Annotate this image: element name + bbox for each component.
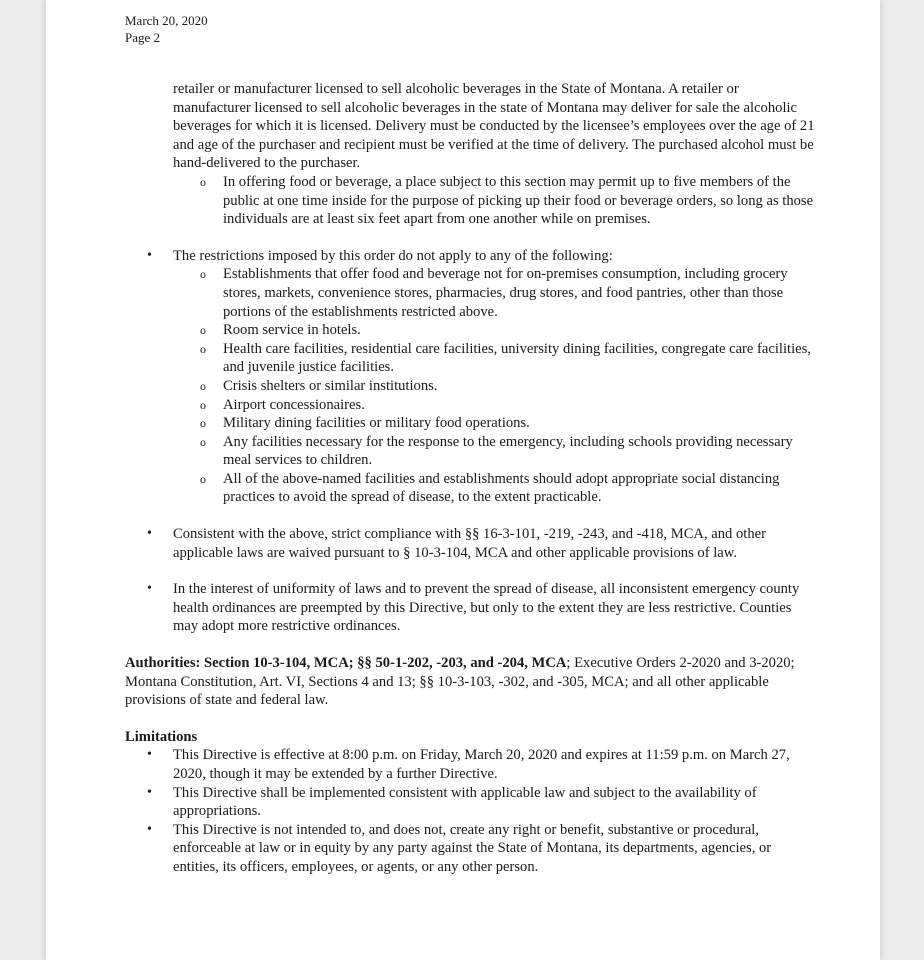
restriction-item: All of the above-named facilities and establishments should adopt appropriate social distancing practices to avoid the spread of disease, to the extent practicable. (223, 470, 780, 506)
limitations-list (125, 746, 815, 876)
uniformity-text: In the interest of uniformity of laws and to prevent the spread of disease, all inconsistent emergency county health ordinances are preempted by this Directive, but only to the extent they are less restrictive. Counties may adopt more restrictive ordinances. (173, 581, 800, 635)
circle-bullet-icon: o (200, 397, 206, 412)
limitation-item: This Directive is not intended to, and does not, create any right or benefit, substantive or procedural, enforceable at law or in equity by any party against the State of Montana, its departments, agencies, or entities, its officers, employees, or agents, or any other person. (173, 821, 772, 875)
list-item (173, 470, 815, 507)
restriction-item: Health care facilities, residential care facilities, university dining facilities, congregate care facilities, and juvenile justice facilities. (223, 340, 811, 376)
intro-sublist (173, 173, 815, 229)
circle-bullet-icon: o (200, 174, 206, 189)
limitations-heading: Limitations (125, 728, 198, 745)
restrictions-lead: The restrictions imposed by this order do not apply to any of the following: (173, 247, 613, 264)
list-item (173, 377, 815, 396)
circle-bullet-icon: o (200, 378, 206, 393)
restriction-item: Room service in hotels. (223, 322, 361, 339)
list-item (125, 784, 815, 821)
authorities-rest: ; Executive Orders 2-2020 and 3-2020; Montana Constitution, Art. VI, Sections 4 and 13; §§ 10-3-103, -302, and -305, MCA; and all other applicable provisions of state and federal law. (125, 655, 795, 709)
page-header (125, 12, 208, 46)
list-item (173, 321, 815, 340)
list-item (173, 396, 815, 415)
circle-bullet-icon: o (200, 416, 206, 431)
circle-bullet-icon: o (200, 471, 206, 486)
compliance-bullet (125, 525, 815, 562)
authorities-paragraph (125, 654, 815, 710)
bullet-icon: • (147, 821, 152, 837)
limitation-item: This Directive shall be implemented consistent with applicable law and subject to the availability of appropriations. (173, 784, 757, 820)
restrictions-bullet (125, 247, 815, 507)
restriction-item: Any facilities necessary for the response to the emergency, including schools providing necessary meal services to children. (223, 433, 793, 469)
document-page (46, 0, 880, 960)
spacer (125, 562, 815, 580)
restriction-item: Crisis shelters or similar institutions. (223, 377, 438, 394)
uniformity-bullet (125, 580, 815, 636)
bullet-icon: • (147, 581, 152, 597)
list-item (125, 746, 815, 783)
list-item (173, 265, 815, 321)
bullet-icon: • (147, 784, 152, 800)
spacer (125, 507, 815, 525)
header-date: March 20, 2020 (125, 13, 208, 28)
list-item (173, 433, 815, 470)
authorities-bold: Authorities: Section 10-3-104, MCA; §§ 50-1-202, -203, and -204, MCA (125, 655, 567, 672)
list-item (125, 821, 815, 877)
document-body (125, 80, 815, 877)
bullet-icon: • (147, 526, 152, 542)
header-page-number: Page 2 (125, 30, 161, 45)
list-item (173, 414, 815, 433)
circle-bullet-icon: o (200, 267, 206, 282)
list-item (173, 340, 815, 377)
intro-paragraph: retailer or manufacturer licensed to sell alcoholic beverages in the State of Montana. A retailer or manufacturer licensed to sell alcoholic beverages in the state of Montana may deliver for sale the alcoholic beverages for which it is licensed. Delivery must be conducted by the licensee’s employees over the age of 21 and age of the purchaser and recipient must be verified at the time of delivery. The purchased alcohol must be hand-delivered to the purchaser. (173, 81, 815, 172)
circle-bullet-icon: o (200, 341, 206, 356)
restriction-item: Airport concessionaires. (223, 396, 365, 413)
restriction-item: Establishments that offer food and beverage not for on-premises consumption, including grocery stores, markets, convenience stores, pharmacies, drug stores, and food pantries, other than those portions of the establishments restricted above. (223, 266, 788, 320)
list-item (173, 173, 815, 229)
bullet-icon: • (147, 247, 152, 263)
restriction-item: Military dining facilities or military food operations. (223, 415, 530, 432)
limitation-item: This Directive is effective at 8:00 p.m. on Friday, March 20, 2020 and expires at 11:59 p.m. on March 27, 2020, though it may be extended by a further Directive. (173, 747, 790, 782)
compliance-text: Consistent with the above, strict compliance with §§ 16-3-101, -219, -243, and -418, MCA, and other applicable laws are waived pursuant to § 10-3-104, MCA and other applicable provisions of law. (173, 526, 766, 561)
circle-bullet-icon: o (200, 323, 206, 338)
main-bullet-list (125, 247, 815, 636)
restrictions-sublist (173, 265, 815, 507)
bullet-icon: • (147, 747, 152, 763)
intro-sub-item: In offering food or beverage, a place subject to this section may permit up to five members of the public at one time inside for the purpose of picking up their food or beverage orders, so long as those individuals are at least six feet apart from one another while on premises. (223, 173, 814, 228)
circle-bullet-icon: o (200, 434, 206, 449)
